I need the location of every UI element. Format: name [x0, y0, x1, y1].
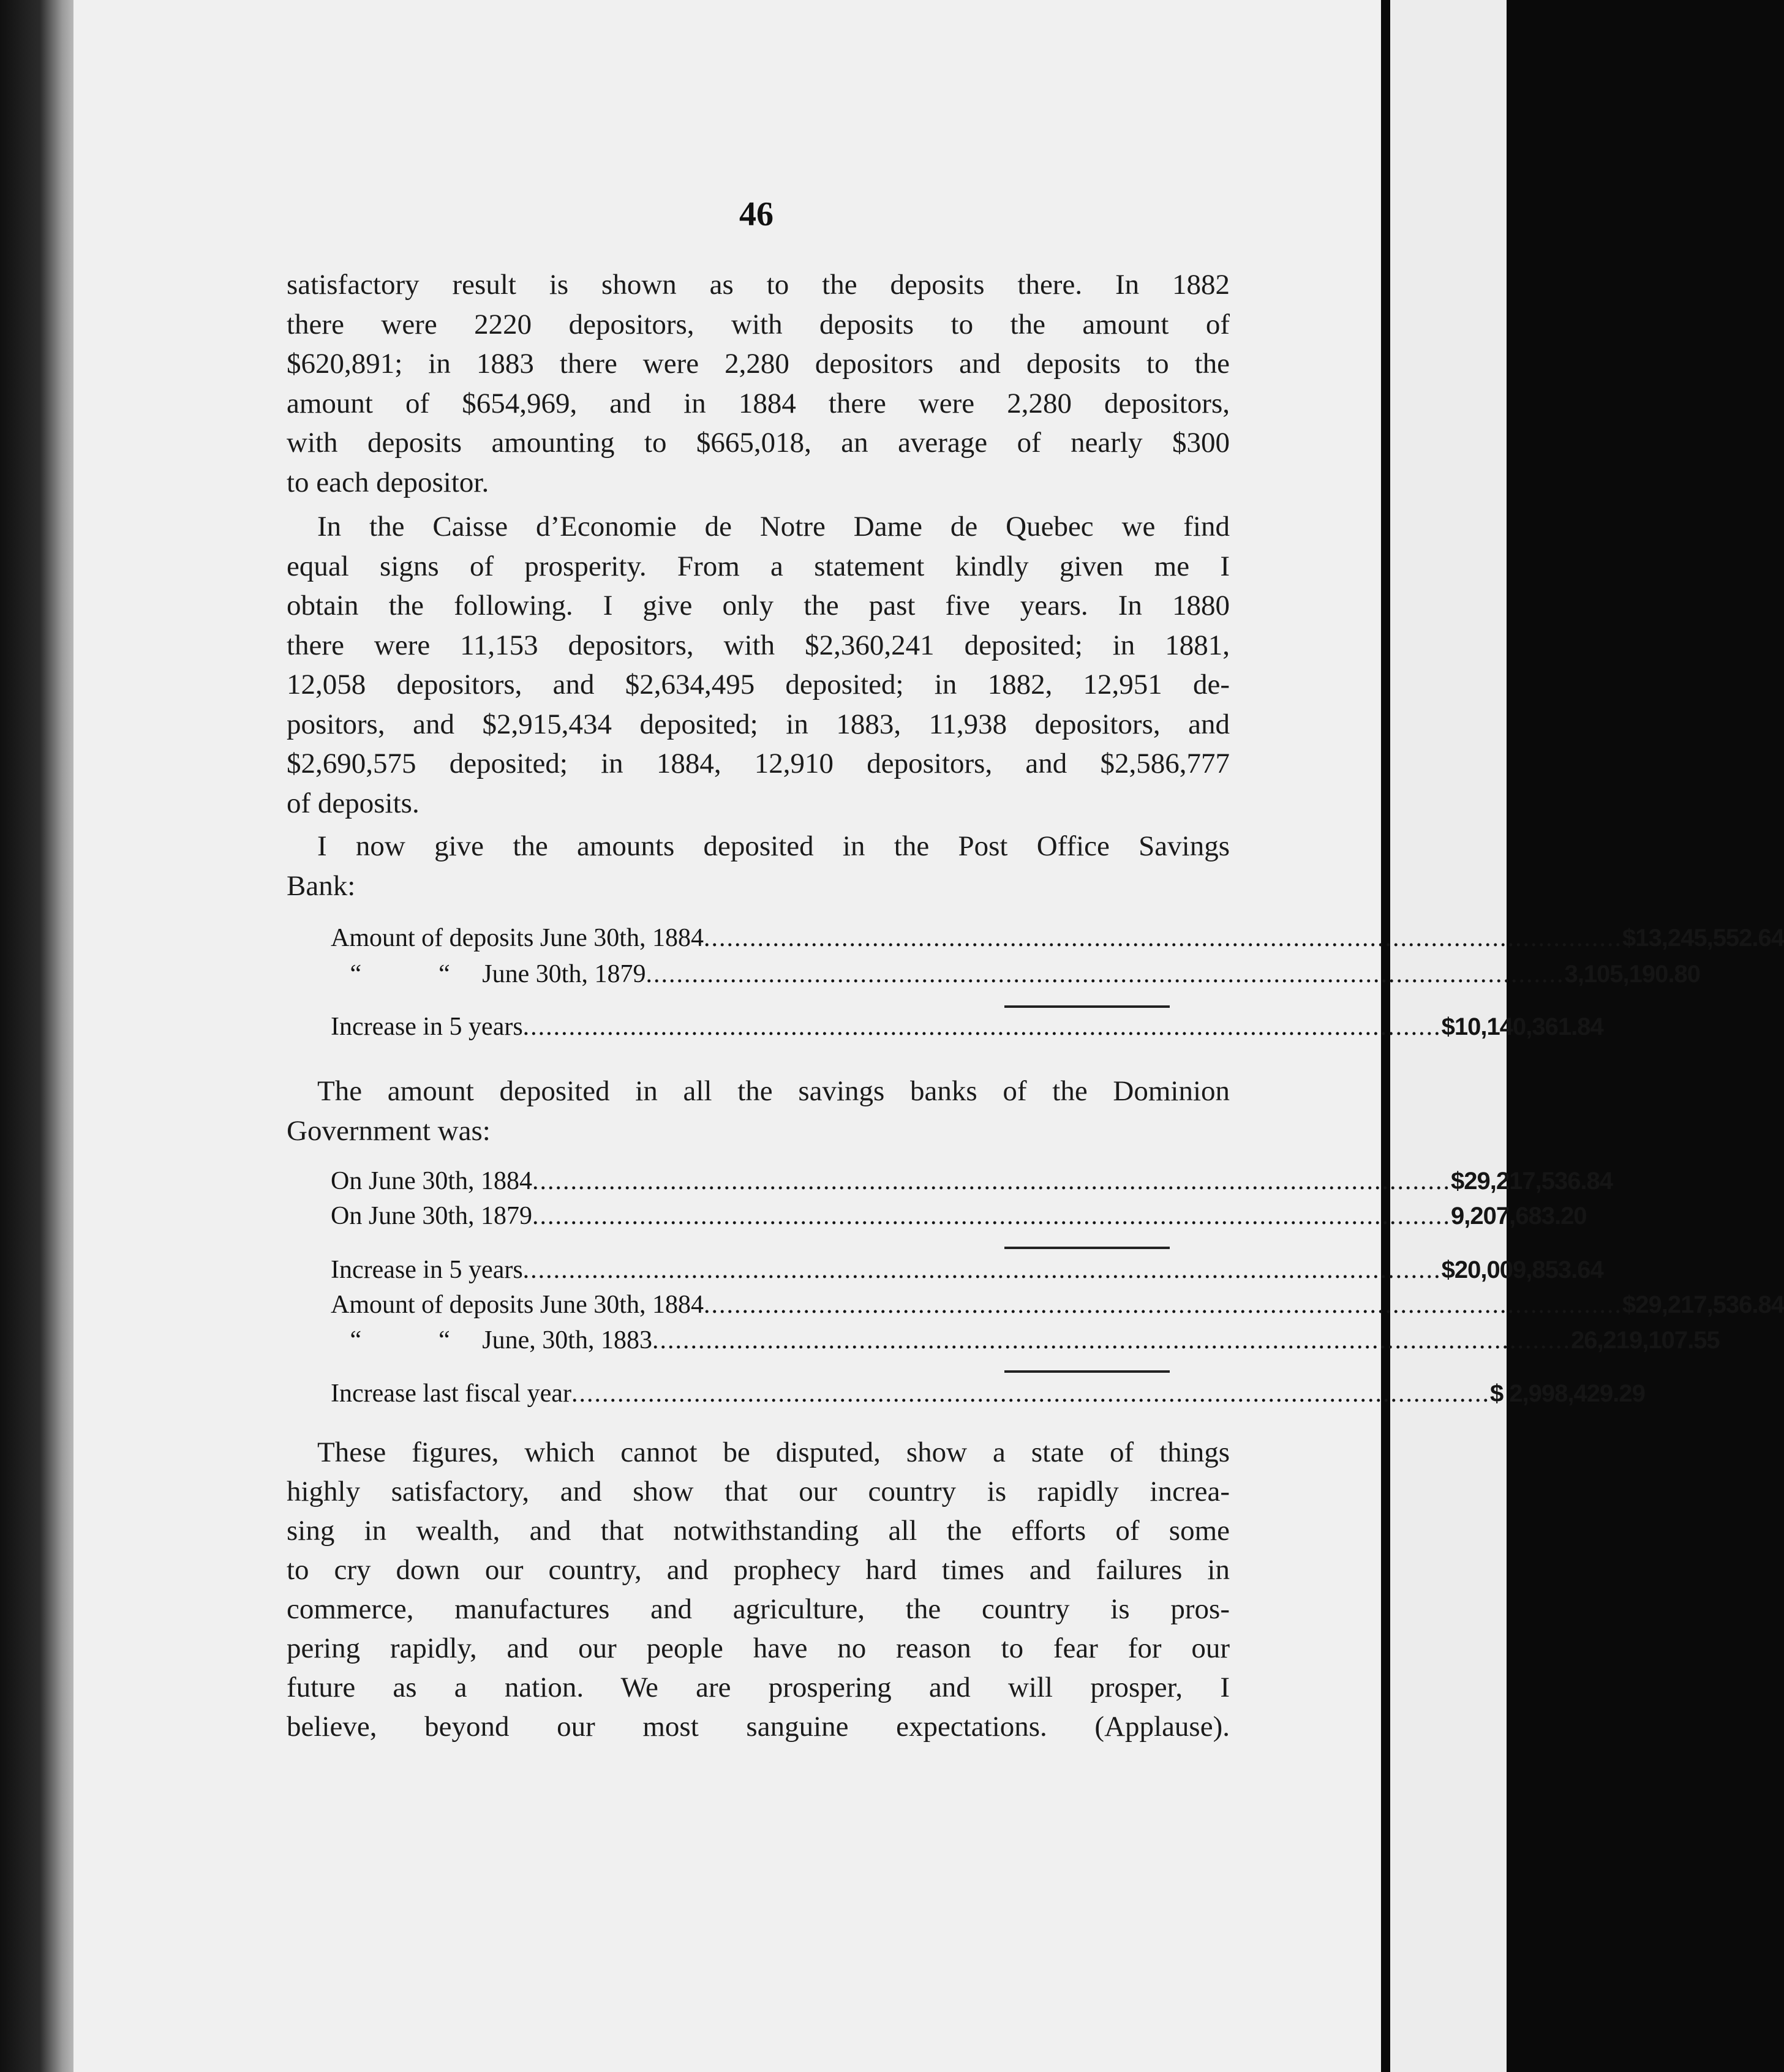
- paragraph-4: [287, 1072, 1230, 1150]
- text-line: there were 2220 depositors, with deposits to the amount of: [287, 308, 1230, 340]
- row-amount: $29,217,536.84: [1451, 1168, 1613, 1195]
- table-row: [331, 1255, 1603, 1287]
- text-line: The amount deposited in all the savings banks of the Dominion: [317, 1075, 1230, 1107]
- text-line: Government was:: [287, 1114, 491, 1147]
- row-label: On June 30th, 1879: [331, 1202, 532, 1230]
- text-line: there were 11,153 depositors, with $2,360,241 deposited; in 1881,: [287, 629, 1230, 661]
- text-line: to each depositor.: [287, 466, 489, 498]
- text-line: I now give the amounts deposited in the Post Office Savings: [317, 830, 1230, 862]
- row-label: Increase in 5 years: [331, 1256, 523, 1284]
- text-line: amount of $654,969, and in 1884 there were 2,280 depositors,: [287, 387, 1230, 419]
- paragraph-5: [287, 1433, 1230, 1746]
- row-label: “ “ June, 30th, 1883: [331, 1326, 652, 1354]
- table-row: [331, 1326, 1720, 1357]
- table-row: [331, 923, 1784, 955]
- row-label: Amount of deposits June 30th, 1884: [331, 1291, 704, 1319]
- table-row: [331, 959, 1701, 991]
- leader-dots: ........................................................................................................................: [522, 1256, 1442, 1284]
- leader-dots: ........................................................................................................................: [645, 960, 1565, 988]
- text-line: positors, and $2,915,434 deposited; in 1883, 11,938 depositors, and: [287, 708, 1230, 740]
- row-label: Amount of deposits June 30th, 1884: [331, 924, 704, 952]
- text-line: These figures, which cannot be disputed, show a state of things: [317, 1436, 1230, 1468]
- paragraph-1: [287, 265, 1230, 502]
- text-line: equal signs of prosperity. From a statement kindly given me I: [287, 550, 1230, 582]
- table-row: [331, 1012, 1603, 1044]
- table-row: [331, 1201, 1587, 1233]
- leader-dots: ........................................................................................................................: [522, 1013, 1442, 1041]
- row-label: Increase in 5 years: [331, 1013, 523, 1041]
- text-line: sing in wealth, and that notwithstanding all the efforts of some: [287, 1515, 1230, 1547]
- row-label: “ “ June 30th, 1879: [331, 960, 646, 988]
- text-line: with deposits amounting to $665,018, an average of nearly $300: [287, 427, 1230, 459]
- row-amount: 9,207,683.20: [1451, 1203, 1587, 1229]
- text-line: In the Caisse d’Economie de Notre Dame de Quebec we find: [317, 511, 1230, 542]
- text-line: $620,891; in 1883 there were 2,280 depositors and deposits to the: [287, 348, 1230, 380]
- leader-dots: ........................................................................................................................: [532, 1202, 1451, 1230]
- text-line: Bank:: [287, 869, 356, 902]
- table-row: [331, 1166, 1613, 1198]
- text-line: satisfactory result is shown as to the deposits there. In 1882: [287, 269, 1230, 301]
- text-line: future as a nation. We are prospering and will prosper, I: [287, 1672, 1230, 1703]
- row-amount: $29,217,536.84: [1622, 1291, 1784, 1318]
- page-number: 46: [739, 195, 773, 233]
- sum-rule: [1004, 1005, 1170, 1008]
- row-label: On June 30th, 1884: [331, 1167, 532, 1195]
- row-amount: $13,245,552.64: [1622, 925, 1784, 952]
- leader-dots: ........................................................................................................................: [652, 1326, 1571, 1354]
- row-amount: $ 2,998,429.29: [1489, 1380, 1645, 1407]
- sum-rule: [1004, 1370, 1170, 1373]
- leader-dots: ........................................................................................................................: [571, 1379, 1490, 1408]
- table-row: [331, 1379, 1645, 1411]
- row-amount: $10,140,361.84: [1441, 1013, 1603, 1040]
- paragraph-3: [287, 827, 1230, 906]
- text-line: 12,058 depositors, and $2,634,495 deposited; in 1882, 12,951 de-: [287, 669, 1230, 700]
- row-amount: $20,009,853.64: [1441, 1256, 1603, 1283]
- table-row: [331, 1290, 1784, 1322]
- text-line: pering rapidly, and our people have no reason to fear for our: [287, 1632, 1230, 1664]
- paragraph-2: [287, 507, 1230, 823]
- text-line: of deposits.: [287, 787, 420, 819]
- text-line: obtain the following. I give only the past five years. In 1880: [287, 590, 1230, 621]
- text-line: $2,690,575 deposited; in 1884, 12,910 depositors, and $2,586,777: [287, 748, 1230, 779]
- row-label: Increase last fiscal year: [331, 1379, 571, 1408]
- leader-dots: ........................................................................................................................: [703, 1291, 1622, 1319]
- row-amount: 26,219,107.55: [1570, 1327, 1720, 1354]
- row-amount: 3,105,190.80: [1564, 961, 1701, 988]
- text-line: believe, beyond our most sanguine expectations. (Applause).: [287, 1711, 1230, 1743]
- text-line: commerce, manufactures and agriculture, the country is pros-: [287, 1593, 1230, 1625]
- sum-rule: [1004, 1247, 1170, 1249]
- leader-dots: ........................................................................................................................: [532, 1167, 1451, 1195]
- text-line: highly satisfactory, and show that our country is rapidly increa-: [287, 1476, 1230, 1507]
- text-line: to cry down our country, and prophecy hard times and failures in: [287, 1554, 1230, 1586]
- leader-dots: ........................................................................................................................: [703, 924, 1622, 952]
